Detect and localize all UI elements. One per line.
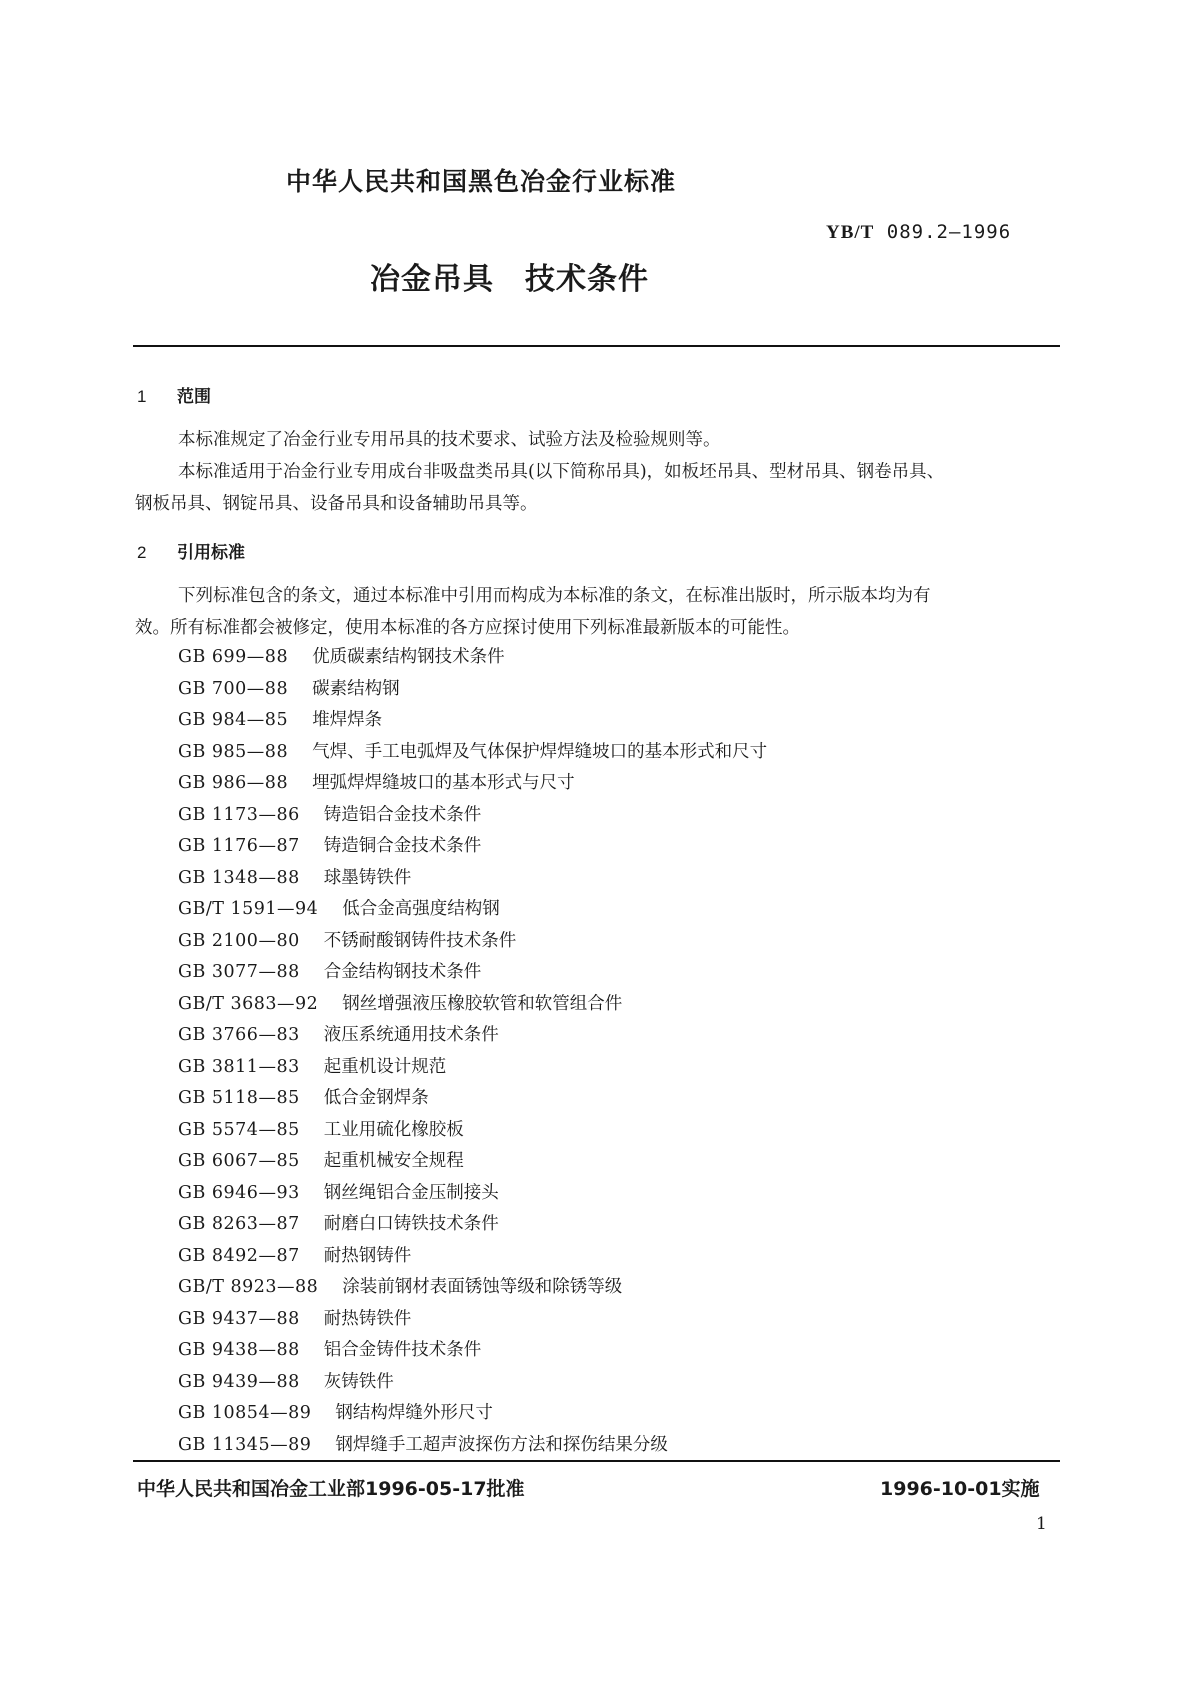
standard-code	[826, 221, 1011, 244]
reference-list	[178, 642, 767, 1461]
reference-code: GB 10854—89	[178, 1403, 312, 1423]
reference-code: GB 9438—88	[178, 1340, 300, 1360]
reference-code: GB/T 1591—94	[178, 899, 319, 919]
reference-code: GB 1348—88	[178, 867, 300, 888]
reference-title: 钢结构焊缝外形尺寸	[335, 1403, 493, 1423]
reference-code: GB 986—88	[178, 773, 289, 793]
section-number: 1	[137, 387, 147, 406]
reference-title: 碳素结构钢	[312, 678, 400, 699]
reference-title: 工业用硫化橡胶板	[323, 1119, 464, 1140]
reference-item	[178, 863, 767, 895]
reference-title: 耐磨白口铸铁技术条件	[323, 1214, 499, 1234]
effective-date: 1996-10-01实施	[880, 1478, 1040, 1500]
section-heading-normative-references	[137, 538, 245, 563]
reference-code: GB 3077—88	[178, 962, 300, 982]
reference-title: 涂装前钢材表面锈蚀等级和除锈等级	[342, 1277, 623, 1297]
reference-title: 灰铸铁件	[323, 1371, 394, 1392]
reference-title: 钢焊缝手工超声波探伤方法和探伤结果分级	[335, 1434, 668, 1455]
paragraph-continuation: 钢板吊具、钢锭吊具、设备吊具和设备辅助吊具等。	[135, 494, 538, 514]
reference-code: GB 1176—87	[178, 836, 300, 856]
reference-code: GB 6067—85	[178, 1151, 300, 1171]
reference-code: GB 2100—80	[178, 930, 300, 951]
reference-item	[178, 1178, 767, 1210]
reference-item	[178, 926, 767, 958]
paragraph: 下列标准包含的条文，通过本标准中引用而构成为本标准的条文，在标准出版时，所示版本均为有	[178, 586, 931, 606]
reference-title: 优质碳素结构钢技术条件	[312, 647, 505, 667]
reference-title: 耐热铸铁件	[323, 1308, 412, 1329]
reference-item	[178, 1083, 767, 1115]
reference-item	[178, 768, 767, 800]
approval-statement: 中华人民共和国冶金工业部1996-05-17批准	[137, 1478, 525, 1500]
page-number: 1	[1036, 1514, 1047, 1534]
reference-code: GB 5118—85	[178, 1088, 300, 1108]
document-title: 冶金吊具 技术条件	[370, 262, 649, 297]
reference-item	[178, 1020, 767, 1052]
paragraph: 本标准规定了冶金行业专用吊具的技术要求、试验方法及检验规则等。	[178, 430, 721, 450]
standard-prefix: YB/T	[826, 222, 875, 243]
reference-item	[178, 737, 767, 769]
reference-code: GB 11345—89	[178, 1434, 312, 1455]
paragraph: 本标准适用于冶金行业专用成台非吸盘类吊具(以下简称吊具)，如板坯吊具、型材吊具、钢卷吊具、	[178, 462, 945, 482]
reference-title: 起重机械安全规程	[323, 1151, 464, 1171]
section-title: 范围	[177, 387, 211, 407]
reference-title: 液压系统通用技术条件	[323, 1025, 499, 1045]
standard-number: 089.2—1996	[874, 221, 1012, 243]
reference-title: 气焊、手工电弧焊及气体保护焊焊缝坡口的基本形式和尺寸	[312, 741, 768, 762]
reference-title: 堆焊焊条	[312, 710, 383, 730]
org-title: 中华人民共和国黑色冶金行业标准	[286, 167, 677, 196]
reference-code: GB 8492—87	[178, 1245, 300, 1266]
reference-item	[178, 674, 767, 706]
reference-item	[178, 1430, 767, 1462]
reference-item	[178, 1272, 767, 1304]
top-divider	[133, 345, 1060, 347]
reference-code: GB/T 3683—92	[178, 993, 319, 1014]
reference-title: 不锈耐酸钢铸件技术条件	[323, 930, 517, 951]
bottom-divider	[133, 1460, 1060, 1462]
reference-title: 低合金钢焊条	[323, 1088, 429, 1108]
reference-item	[178, 1367, 767, 1399]
reference-code: GB 985—88	[178, 741, 289, 762]
reference-title: 钢丝增强液压橡胶软管和软管组合件	[342, 993, 623, 1014]
reference-item	[178, 800, 767, 832]
reference-item	[178, 1209, 767, 1241]
reference-item	[178, 1335, 767, 1367]
reference-item	[178, 989, 767, 1021]
section-title: 引用标准	[177, 543, 245, 563]
reference-code: GB 3766—83	[178, 1025, 300, 1045]
section-heading-scope	[137, 382, 211, 407]
reference-item	[178, 1052, 767, 1084]
reference-code: GB 699—88	[178, 647, 289, 667]
reference-item	[178, 705, 767, 737]
reference-code: GB/T 8923—88	[178, 1277, 319, 1297]
reference-title: 钢丝绳铝合金压制接头	[323, 1182, 499, 1203]
paragraph-continuation: 效。所有标准都会被修定，使用本标准的各方应探讨使用下列标准最新版本的可能性。	[135, 618, 800, 638]
reference-item	[178, 1304, 767, 1336]
reference-code: GB 984—85	[178, 710, 289, 730]
reference-code: GB 700—88	[178, 678, 289, 699]
section-number: 2	[137, 543, 147, 562]
reference-title: 起重机设计规范	[323, 1056, 447, 1077]
reference-item	[178, 1241, 767, 1273]
reference-code: GB 3811—83	[178, 1056, 300, 1077]
reference-item	[178, 1398, 767, 1430]
reference-title: 铸造铝合金技术条件	[323, 804, 482, 825]
reference-title: 铸造铜合金技术条件	[323, 836, 482, 856]
reference-item	[178, 642, 767, 674]
reference-item	[178, 1146, 767, 1178]
reference-code: GB 9437—88	[178, 1308, 300, 1329]
reference-title: 埋弧焊焊缝坡口的基本形式与尺寸	[312, 773, 575, 793]
reference-item	[178, 957, 767, 989]
reference-code: GB 5574—85	[178, 1119, 300, 1140]
reference-title: 铝合金铸件技术条件	[323, 1340, 482, 1360]
reference-title: 球墨铸铁件	[323, 867, 412, 888]
reference-item	[178, 1115, 767, 1147]
reference-code: GB 8263—87	[178, 1214, 300, 1234]
reference-title: 低合金高强度结构钢	[342, 899, 500, 919]
reference-item	[178, 894, 767, 926]
reference-title: 合金结构钢技术条件	[323, 962, 482, 982]
reference-code: GB 6946—93	[178, 1182, 300, 1203]
reference-title: 耐热钢铸件	[323, 1245, 412, 1266]
reference-code: GB 9439—88	[178, 1371, 300, 1392]
reference-item	[178, 831, 767, 863]
reference-code: GB 1173—86	[178, 804, 300, 825]
